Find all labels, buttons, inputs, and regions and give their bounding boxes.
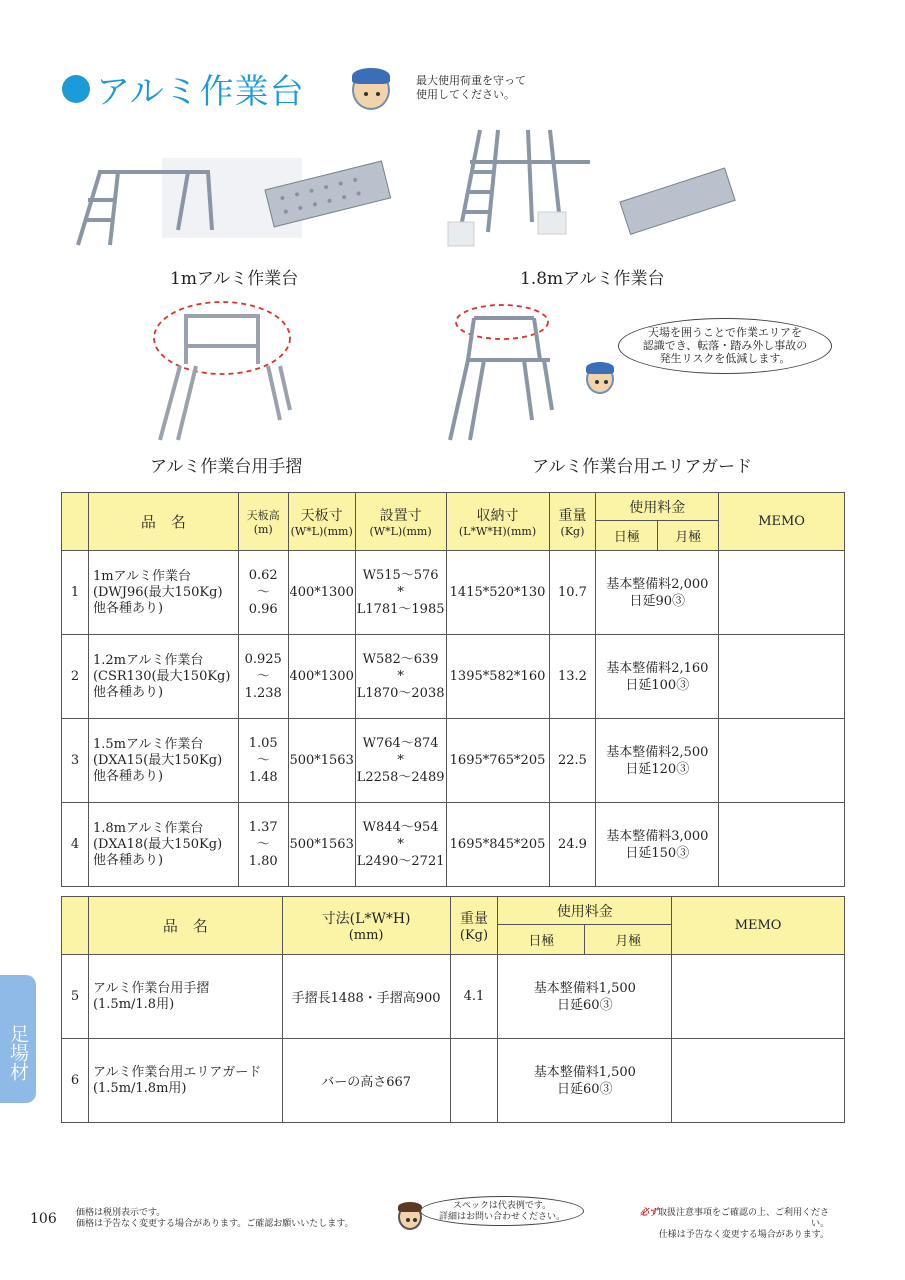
product-image-handrail bbox=[150, 300, 300, 450]
load-note: 最大使用荷重を守って 使用してください。 bbox=[416, 74, 526, 101]
staff-mascot-icon bbox=[398, 1204, 422, 1230]
col-header-height: 天板高 (m) bbox=[238, 493, 288, 551]
product-image-areaguard bbox=[440, 300, 570, 450]
table-row: 2 1.2mアルミ作業台 (CSR130(最大150Kg) 他各種あり) 0.925 〜 1.238 400*1300 W582〜639 * L1870〜2038 1395*582*160 13.2 基本整備料2,160 日延100③ bbox=[62, 635, 845, 719]
caption-1-8m: 1.8mアルミ作業台 bbox=[520, 269, 665, 289]
table-row: 4 1.8mアルミ作業台 (DXA18(最大150Kg) 他各種あり) 1.37 〜 1.80 500*1563 W844〜954 * L2490〜2721 1695*845*205 24.9 基本整備料3,000 日延150③ bbox=[62, 803, 845, 887]
col-header-storage: 収納寸 (L*W*H)(mm) bbox=[446, 493, 549, 551]
footer-right-notes: 必ず取扱注意事項をご確認の上、ご利用ください。 仕様は予告なく変更する場合があります。 bbox=[639, 1208, 829, 1240]
product-image-1-8m bbox=[440, 122, 740, 262]
col-header-weight: 重量 (Kg) bbox=[549, 493, 596, 551]
col-header-month: 月極 bbox=[585, 925, 672, 955]
bullet-dot-icon bbox=[62, 75, 90, 103]
category-side-tab[interactable]: 足場材 bbox=[0, 975, 36, 1103]
spec-table-accessories bbox=[61, 896, 845, 1123]
caption-1m: 1mアルミ作業台 bbox=[170, 269, 299, 289]
footer-spec-bubble: スペックは代表例です。 詳細はお問い合わせください。 bbox=[420, 1196, 584, 1226]
table-row: 5 アルミ作業台用手摺 (1.5m/1.8用) 手摺長1488・手摺高900 4.1 基本整備料1,500 日延60③ bbox=[62, 955, 845, 1039]
worker-mascot-icon bbox=[352, 70, 390, 110]
col-header-day: 日極 bbox=[498, 925, 585, 955]
col-header-memo: MEMO bbox=[719, 493, 845, 551]
col-header-name: 品 名 bbox=[88, 493, 238, 551]
page-number: 106 bbox=[30, 1211, 57, 1227]
table-header-row bbox=[62, 493, 845, 521]
table-header-row bbox=[62, 897, 845, 925]
worker-mascot-icon bbox=[586, 364, 614, 394]
caption-handrail: アルミ作業台用手摺 bbox=[150, 457, 303, 477]
table-row: 1 1mアルミ作業台 (DWJ96(最大150Kg) 他各種あり) 0.62 〜 0.96 400*1300 W515〜576 * L1781〜1985 1415*520*130 10.7 基本整備料2,000 日延90③ bbox=[62, 551, 845, 635]
caption-areaguard: アルミ作業台用エリアガード bbox=[532, 457, 753, 477]
col-header-size: 寸法(L*W*H) (mm) bbox=[282, 897, 450, 955]
spec-table-work-platforms bbox=[61, 492, 845, 887]
table-row: 3 1.5mアルミ作業台 (DXA15(最大150Kg) 他各種あり) 1.05 〜 1.48 500*1563 W764〜874 * L2258〜2489 1695*765*205 22.5 基本整備料2,500 日延120③ bbox=[62, 719, 845, 803]
col-header-top: 天板寸 (W*L)(mm) bbox=[288, 493, 355, 551]
col-header-fee: 使用料金 bbox=[596, 493, 719, 521]
col-header-fee: 使用料金 bbox=[498, 897, 672, 925]
area-guard-bubble: 天場を囲うことで作業エリアを 認識でき、転落・踏み外し事故の 発生リスクを低減します。 bbox=[618, 318, 832, 374]
col-header-day: 日極 bbox=[596, 521, 658, 551]
product-image-1m bbox=[70, 150, 400, 260]
table-row: 6 アルミ作業台用エリアガード (1.5m/1.8m用) バーの高さ667 基本整備料1,500 日延60③ bbox=[62, 1039, 845, 1123]
col-header-name: 品 名 bbox=[88, 897, 282, 955]
col-header-memo: MEMO bbox=[672, 897, 845, 955]
footer-left-notes: 価格は税別表示です。 価格は予告なく変更する場合があります。ご確認お願いいたします。 bbox=[76, 1208, 354, 1229]
col-header-weight: 重量 (Kg) bbox=[450, 897, 498, 955]
col-header-install: 設置寸 (W*L)(mm) bbox=[355, 493, 446, 551]
page-title: アルミ作業台 bbox=[62, 64, 305, 113]
col-header-month: 月極 bbox=[658, 521, 719, 551]
